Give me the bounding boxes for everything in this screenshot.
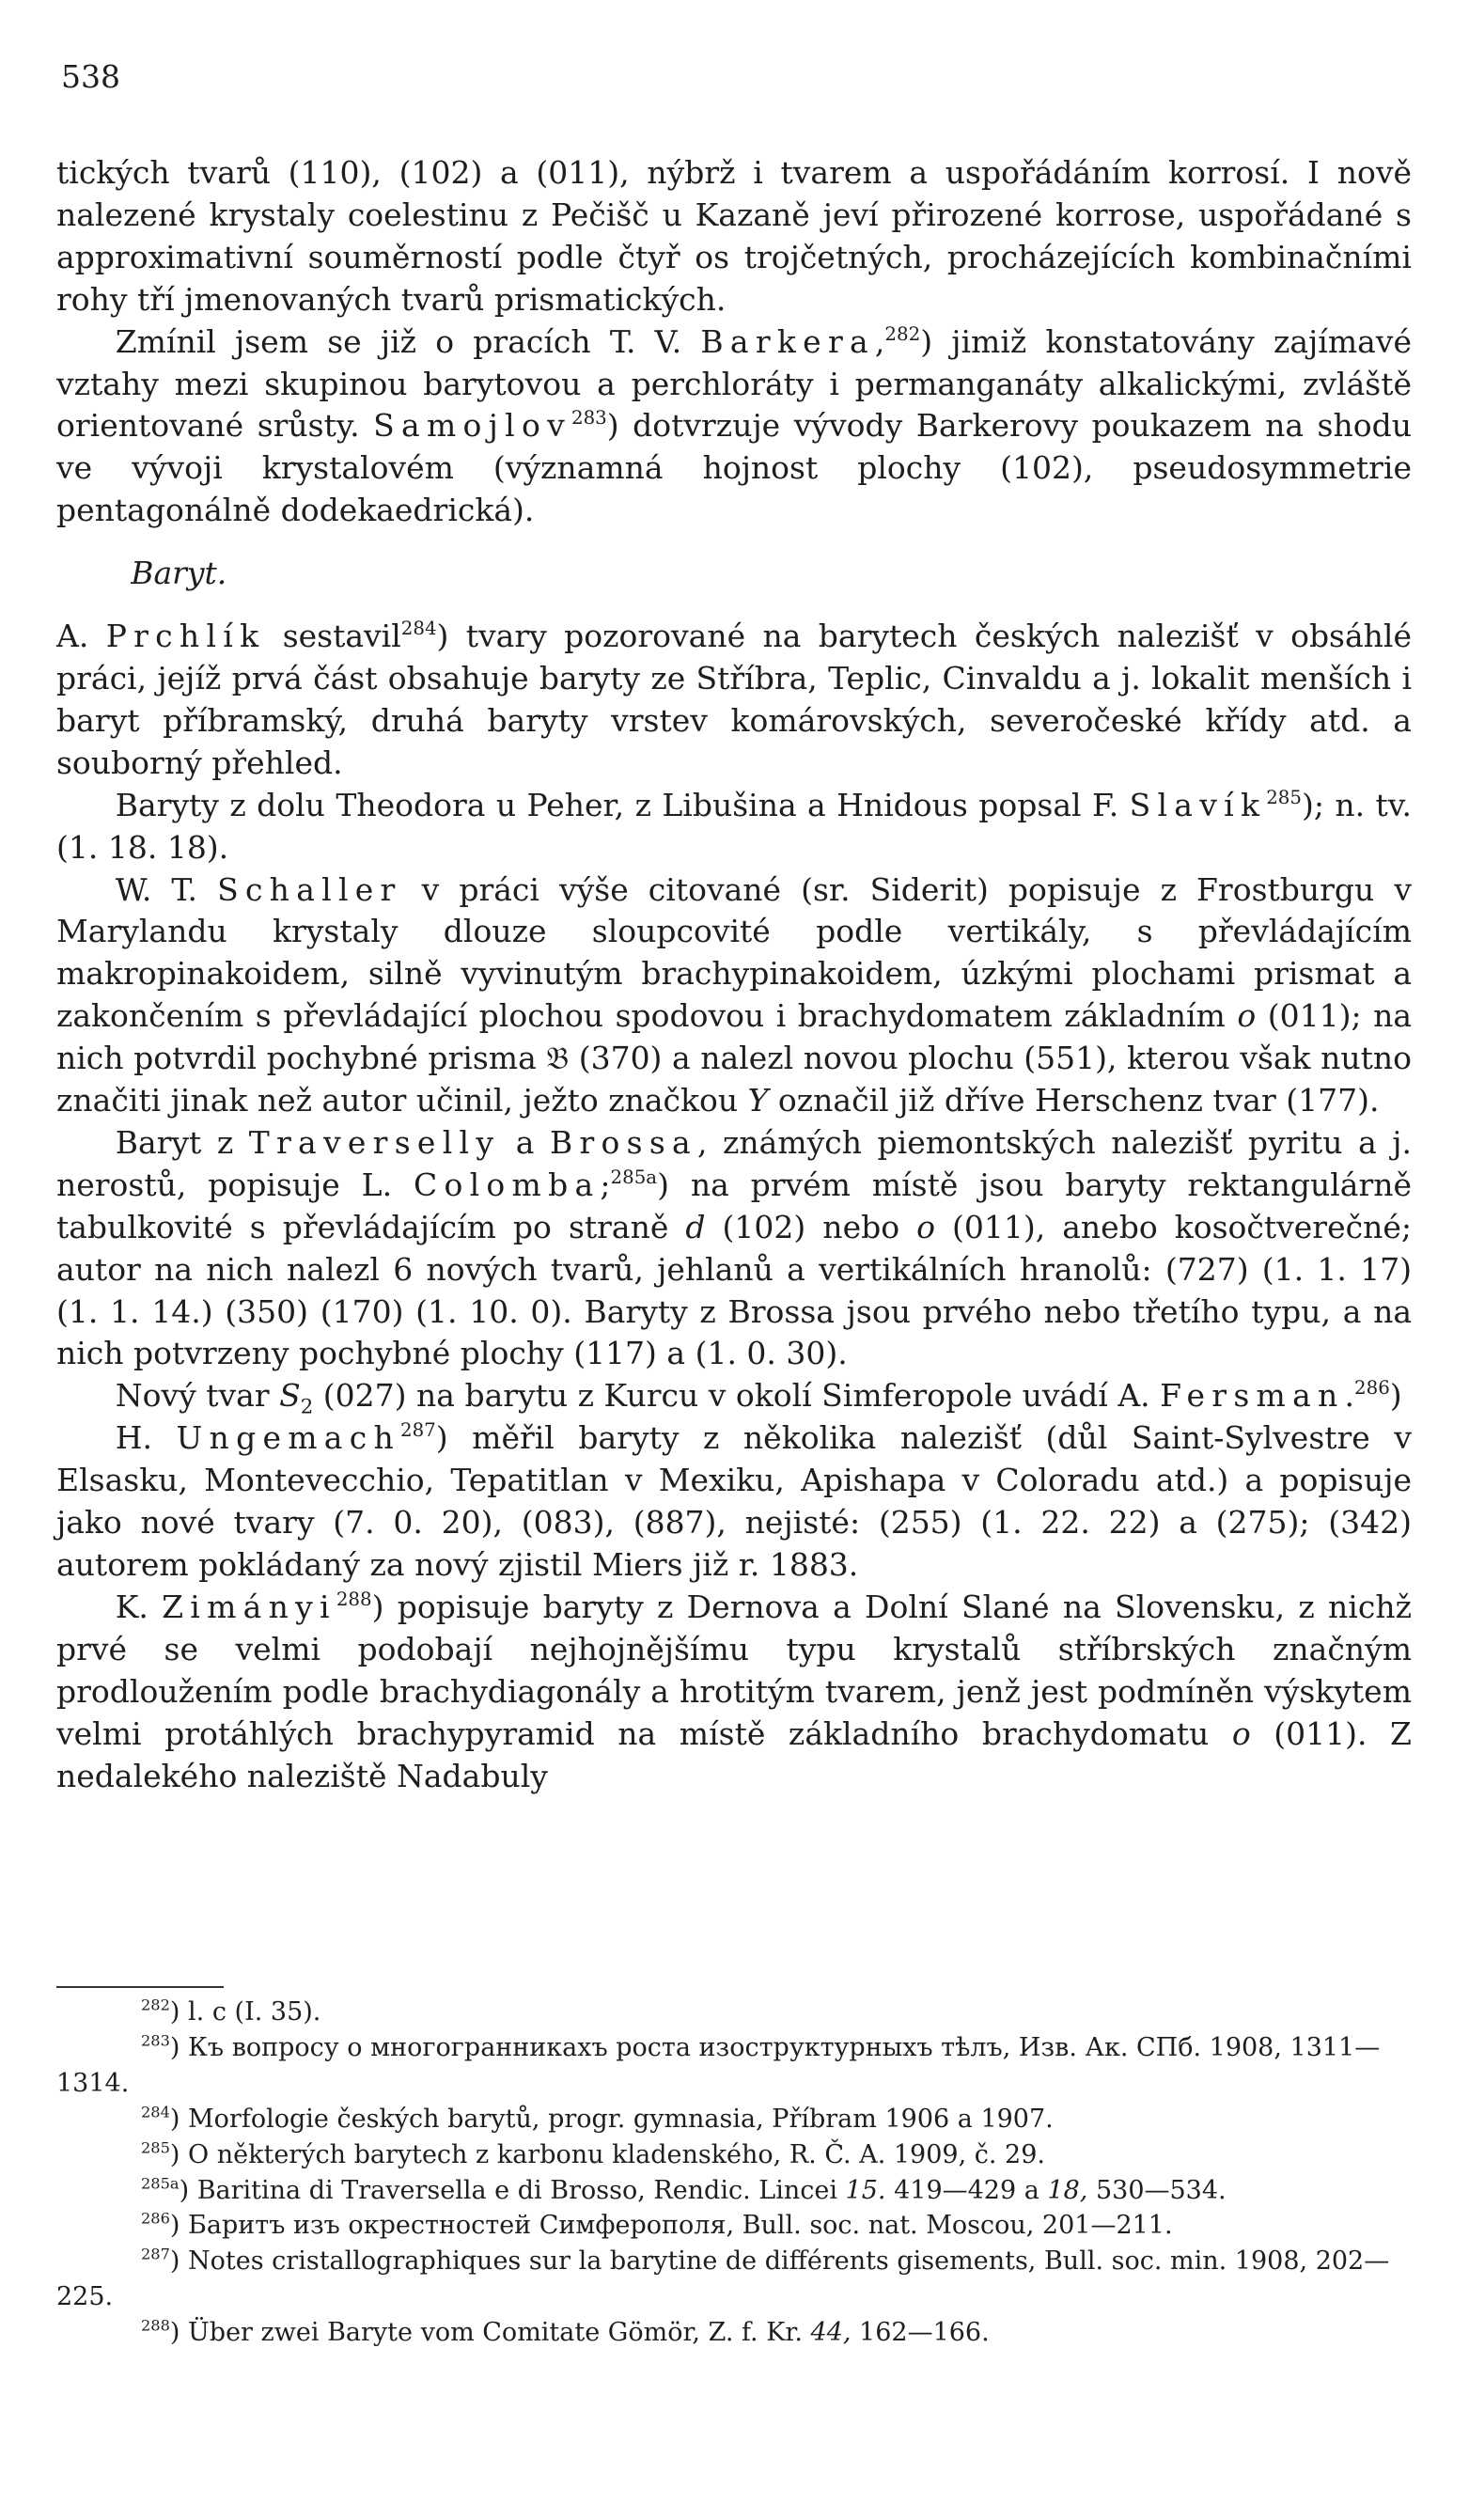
footnote-paren: ) xyxy=(169,2032,180,2062)
footnote-paren: ) xyxy=(169,2246,180,2277)
footnote xyxy=(56,2137,1412,2173)
author-name: Schaller xyxy=(217,870,402,908)
footnote-number: 285a xyxy=(141,2174,180,2193)
paragraph xyxy=(56,616,1412,785)
paragraph xyxy=(56,785,1412,869)
text-run: sestavil xyxy=(265,618,401,655)
italic-symbol: S xyxy=(279,1377,301,1415)
footnotes xyxy=(56,1995,1412,2351)
text-run: 419—429 a xyxy=(885,2175,1048,2205)
footnote-paren: ) xyxy=(169,1997,180,2027)
footnote-number: 284 xyxy=(141,2103,170,2121)
text-run: tických tvarů (110), (102) a (011), nýbrž i tvarem a uspořádáním korrosí. I nově nalezené krystaly coelestinu z Pečišč u Kazaně jeví přirozené korrose, uspořádané s approximativní souměrností podle čtyř os trojčetných, procházejících kombinačními rohy tří jmenovaných tvarů prismatických. xyxy=(56,154,1412,318)
text-run: označil již dříve Herschenz tvar (177). xyxy=(768,1082,1380,1119)
footnote xyxy=(56,2244,1412,2315)
footnote-ref: 285 xyxy=(1266,786,1302,808)
footnote xyxy=(56,2173,1412,2209)
footnote-separator xyxy=(56,1986,224,1988)
text-run: , xyxy=(874,322,885,360)
italic-symbol: 44, xyxy=(810,2318,852,2348)
footnote xyxy=(56,2208,1412,2244)
footnote-number: 286 xyxy=(141,2209,170,2228)
text-run: (011). Z nedalekého naleziště Nadabuly xyxy=(56,1714,1412,1794)
author-name: Ungemach xyxy=(176,1419,400,1457)
author-name: Barkera xyxy=(700,322,875,360)
text-run: Баритъ изъ окрестностей Симферополя, Bull. soc. nat. Moscou, 201—211. xyxy=(180,2211,1173,2241)
text-run: Baritina di Traversella e di Brosso, Rendic. Lincei xyxy=(189,2175,846,2205)
text-run: ) dotvrzuje vývody Barkerovy poukazem na shodu ve vývoji krystalovém (významná hojnost plochy (102), pseudosymmetrie pentagonálně dodekaedrická). xyxy=(56,407,1412,529)
text-run: A. xyxy=(56,618,106,655)
italic-symbol: 18, xyxy=(1047,2175,1088,2205)
footnote-ref: 288 xyxy=(336,1589,372,1611)
italic-symbol: o xyxy=(916,1208,935,1245)
text-run: a xyxy=(500,1123,550,1161)
paragraph xyxy=(56,1375,1412,1417)
text-run: K. xyxy=(115,1588,163,1625)
text-run: 530—534. xyxy=(1087,2175,1227,2205)
author-name: Colomba xyxy=(413,1166,601,1203)
subscript: 2 xyxy=(300,1395,314,1419)
text-run: Morfologie českých barytů, progr. gymnasia, Příbram 1906 a 1907. xyxy=(180,2104,1054,2134)
footnote-paren: ) xyxy=(169,2104,180,2134)
text-run: Über zwei Baryte vom Comitate Gömör, Z. f. Kr. xyxy=(180,2318,811,2348)
author-name: Prchlík xyxy=(105,618,266,655)
paragraph xyxy=(56,321,1412,533)
text-run: H. xyxy=(115,1419,177,1457)
footnote-number: 288 xyxy=(141,2316,170,2335)
text-run: ) popisuje baryty z Dernova a Dolní Slané na Slovensku, z nichž prvé se velmi podobají nejhojnějšímu typu krystalů stříbrských značným prodloužením podle brachydiagonály a hrotitým tvarem, jenž jest podmíněn výskytem velmi protáhlých brachypyramid na místě základního brachydomatu xyxy=(56,1588,1412,1752)
text-run: , známých piemontských nalezišť pyritu a j. nerostů, popisuje L. xyxy=(56,1123,1412,1203)
footnote-paren: ) xyxy=(169,2211,180,2241)
footnote xyxy=(56,2030,1412,2102)
text-run: 162—166. xyxy=(851,2318,990,2348)
text-run: ) xyxy=(1389,1377,1402,1415)
text-run: ; xyxy=(600,1166,611,1203)
text-run: Baryt. xyxy=(131,555,227,592)
footnote-paren: ) xyxy=(179,2175,190,2205)
text-run: ); n. tv. (1. 18. 18). xyxy=(56,786,1412,866)
paragraph xyxy=(56,152,1412,321)
text-run: ) jimiž konstatovány zajímavé vztahy mezi skupinou barytovou a perchloráty i permanganáty alkalickými, zvláště orientované srůsty. xyxy=(56,322,1412,445)
text-run: l. c (I. 35). xyxy=(180,1997,321,2027)
text-run: . xyxy=(1344,1377,1355,1415)
author-name: Traverselly xyxy=(248,1123,501,1161)
footnote-ref: 285a xyxy=(610,1166,658,1188)
text-run: (011); na nich potvrdil pochybné prisma 𝔅 (370) a nalezl novou plochu (551), kterou však nutno značiti jinak než autor učinil, ježto značkou xyxy=(56,997,1412,1119)
footnote-number: 285 xyxy=(141,2138,170,2157)
footnote-number: 287 xyxy=(141,2245,170,2263)
italic-symbol: o xyxy=(1231,1714,1251,1752)
text-run: O některých barytech z karbonu kladenského, R. Č. A. 1909, č. 29. xyxy=(180,2139,1045,2169)
footnote xyxy=(56,2315,1412,2351)
text-run: Notes cristallographiques sur la barytine de différents gisements, Bull. soc. min. 1908, 202—225. xyxy=(56,2246,1390,2312)
author-name: Brossa xyxy=(549,1123,697,1161)
paragraph xyxy=(56,1587,1412,1798)
footnote-paren: ) xyxy=(169,2318,180,2348)
author-name: Fersman xyxy=(1160,1377,1345,1415)
text-run: ) tvary pozorované na barytech českých nalezišť v obsáhlé práci, jejíž prvá část obsahuje baryty ze Stříbra, Teplic, Cinvaldu a j. lokalit menších i baryt příbramský, druhá baryty vrstev komárovských, severočeské křídy atd. a souborný přehled. xyxy=(56,618,1413,781)
footnote-ref: 284 xyxy=(400,618,437,640)
footnote-number: 282 xyxy=(141,1996,170,2014)
text-run: ) na prvém místě jsou baryty rektangulárně tabulkovité s převládajícím po straně xyxy=(56,1166,1412,1245)
footnote-ref: 282 xyxy=(884,322,921,345)
footnote xyxy=(56,2102,1412,2137)
paragraph xyxy=(56,1417,1412,1587)
text-run: Baryt z xyxy=(115,1123,249,1161)
section-heading xyxy=(56,553,1412,595)
footnote-ref: 287 xyxy=(400,1419,436,1442)
footnote-paren: ) xyxy=(169,2139,180,2169)
italic-symbol: d xyxy=(685,1208,706,1245)
page-number: 538 xyxy=(61,58,120,95)
footnote-number: 283 xyxy=(141,2031,170,2050)
italic-symbol: Y xyxy=(747,1082,769,1119)
text-run: (011), anebo kosočtverečné; autor na nich nalezl 6 nových tvarů, jehlanů a vertikálních hranolů: (727) (1. 1. 17) (1. 1. 14.) (350) (170) (1. 10. 0). Baryty z Brossa jsou prvého nebo třetího typu, a na nich potvrzeny pochybné plochy (117) a (1. 0. 30). xyxy=(56,1208,1412,1372)
body-text xyxy=(56,152,1412,1797)
text-run: (027) na barytu z Kurcu v okolí Simferopole uvádí A. xyxy=(313,1377,1161,1415)
italic-symbol: o xyxy=(1237,997,1257,1035)
text-run: W. T. xyxy=(115,870,218,908)
author-name: Slavík xyxy=(1129,786,1267,823)
footnote xyxy=(56,1995,1412,2030)
text-run: Baryty z dolu Theodora u Peher, z Libušina a Hnidous popsal F. xyxy=(115,786,1130,823)
text-run: ) měřil baryty z několika nalezišť (důl Saint-Sylvestre v Elsasku, Montevecchio, Tepatitlan v Mexiku, Apishapa v Coloradu atd.) a popisuje jako nové tvary (7. 0. 20), (083), (887), nejisté: (255) (1. 22. 22) a (275); (342) autorem pokládaný za nový zjistil Miers již r. 1883. xyxy=(56,1419,1412,1583)
author-name: Zimányi xyxy=(162,1588,336,1625)
text-run: Nový tvar xyxy=(115,1377,280,1415)
text-run: (102) nebo xyxy=(705,1208,917,1245)
italic-symbol: 15. xyxy=(845,2175,886,2205)
text-run: Zmínil jsem se již o pracích T. V. xyxy=(115,322,701,360)
author-name: Samojlov xyxy=(373,407,571,445)
paragraph xyxy=(56,869,1412,1122)
text-run: Къ вопросу о многогранникахъ роста изоструктурныхъ тѣлъ, Изв. Ак. СПб. 1908, 1311—1314. xyxy=(56,2032,1381,2098)
text-run: v práci výše citované (sr. Siderit) popisuje z Frostburgu v Marylandu krystaly dlouze sloupcovité podle vertikály, s převládajícím makropinakoidem, silně vyvinutým brachypinakoidem, úzkými plochami prismat a zakončením s převládající plochou spodovou i brachydomatem základním xyxy=(56,870,1412,1035)
footnote-ref: 286 xyxy=(1354,1377,1390,1400)
paragraph xyxy=(56,1122,1412,1375)
footnote-ref: 283 xyxy=(570,407,607,430)
